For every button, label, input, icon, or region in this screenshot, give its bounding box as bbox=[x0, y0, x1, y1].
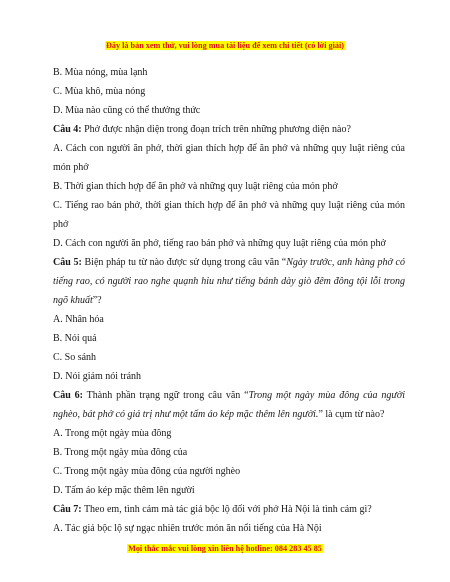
q6-quote: Trong một ngày mùa đông của người nghèo, bát phở có giá trị như một tấm áo kép mặc thêm lên người. bbox=[53, 390, 405, 420]
hotline-notice-text: Mọi thắc mắc vui lòng xin liên hệ hotline: 084 283 45 85 bbox=[128, 544, 322, 553]
q7-question bbox=[53, 500, 405, 519]
q6-text-before: Thành phần trạng ngữ trong câu văn “ bbox=[82, 390, 249, 401]
q3-option-c: C. Mùa khô, mùa nóng bbox=[53, 86, 146, 97]
q5-option-b: B. Nói quá bbox=[53, 333, 97, 344]
q5-option-d: D. Nói giảm nói tránh bbox=[53, 371, 142, 382]
q6-label: Câu 6: bbox=[53, 390, 83, 401]
q3-option-b: B. Mùa nóng, mùa lạnh bbox=[53, 67, 148, 78]
q5-text-after: ”? bbox=[92, 295, 102, 306]
q4-option-d: D. Cách con người ăn phở, tiếng rao bán phở và những quy luật riêng của món phở bbox=[53, 238, 386, 249]
q5-text-before: Biện pháp tu từ nào được sử dụng trong câu văn “ bbox=[81, 257, 287, 268]
q4-label: Câu 4: bbox=[53, 124, 82, 135]
q4-text: Phở được nhận diện trong đoạn trích trên những phương diện nào? bbox=[81, 124, 351, 135]
q6-question bbox=[53, 386, 405, 424]
q3-option-d: D. Mùa nào cũng có thể thưởng thức bbox=[53, 105, 201, 116]
q6-option-c: C. Trong một ngày mùa đông của người nghèo bbox=[53, 466, 241, 477]
q6-option-b: B. Trong một ngày mùa đông của bbox=[53, 447, 188, 458]
preview-notice-banner bbox=[0, 41, 450, 51]
document-body bbox=[53, 63, 405, 538]
hotline-notice-banner bbox=[0, 544, 450, 554]
q5-quote: Ngày trước, anh hàng phở có tiếng rao, có người rao nghe quạnh hiu như tiếng bánh dày giò đêm đông tội lỗi trong ngõ khuất bbox=[53, 257, 405, 306]
q6-text-after: ” là cụm từ nào? bbox=[318, 409, 385, 420]
q6-option-a: A. Trong một ngày mùa đông bbox=[53, 428, 172, 439]
q6-option-d: D. Tấm áo kép mặc thêm lên người bbox=[53, 485, 195, 496]
q4-option-c: C. Tiếng rao bán phở, thời gian thích hợp để ăn phở và những quy luật riêng của món phở bbox=[53, 200, 405, 230]
q5-label: Câu 5: bbox=[53, 257, 82, 268]
q5-option-c: C. So sánh bbox=[53, 352, 97, 363]
q5-question bbox=[53, 253, 405, 310]
q7-option-a: A. Tác giả bộc lộ sự ngạc nhiên trước món ăn nổi tiếng của Hà Nội bbox=[53, 523, 322, 534]
q5-option-a: A. Nhân hóa bbox=[53, 314, 104, 325]
q7-text: Theo em, tình cảm mà tác giả bộc lộ đối với phở Hà Nội là tình cảm gì? bbox=[81, 504, 372, 515]
q4-option-b: B. Thời gian thích hợp để ăn phở và những quy luật riêng của món phở bbox=[53, 181, 338, 192]
q4-option-a: A. Cách con người ăn phở, thời gian thích hợp để ăn phở và những quy luật riêng của món phở bbox=[53, 143, 405, 173]
q4-question bbox=[53, 120, 405, 139]
q7-label: Câu 7: bbox=[53, 504, 82, 515]
preview-notice-text: Đây là bản xem thử, vui lòng mua tài liệu để xem chi tiết (có lời giải) bbox=[105, 41, 344, 50]
